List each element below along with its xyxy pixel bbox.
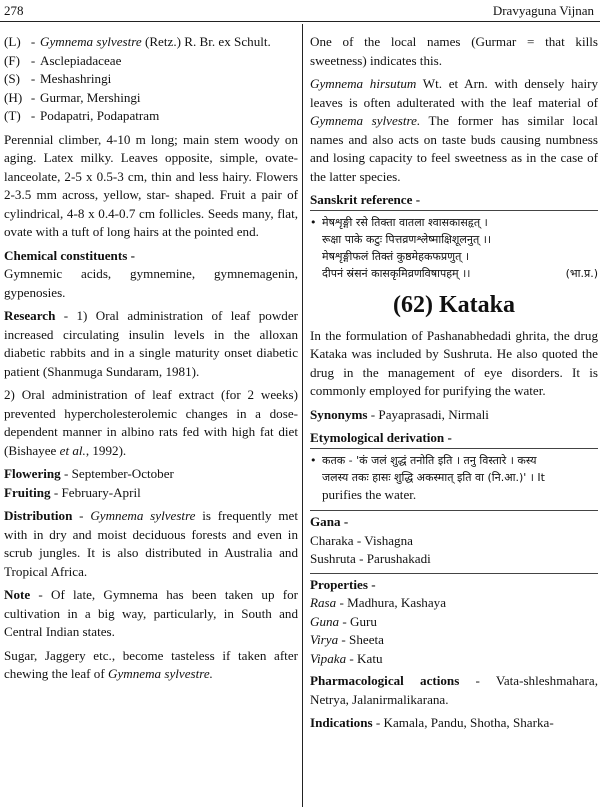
- list-item-name: Guna: [310, 613, 340, 629]
- sugar-text: Sugar, Jaggery etc., become tasteless if taken after chewing the leaf of: [4, 647, 298, 681]
- name-text: Podapatri, Podapatram: [40, 108, 160, 123]
- sanskrit-reference: [310, 210, 598, 282]
- synonyms: [310, 406, 598, 425]
- list-item-dash: -: [355, 551, 367, 566]
- etym-line-1-row: [310, 452, 598, 469]
- list-item-name: Sushruta: [310, 551, 356, 566]
- list-item-name: Rasa: [310, 595, 337, 610]
- distribution-text: is frequently met with in dry and moist deciduous forests and even in scrub jungles. It is also distributed in Australia and Tropical Africa.: [4, 508, 298, 579]
- research-2: [4, 386, 298, 460]
- pharm-text: - Vata-shleshmahara, Netrya, Jalanirmalikarana.: [310, 673, 598, 707]
- fruiting: [4, 484, 298, 503]
- chem-heading: Chemical constituents -: [4, 247, 135, 263]
- right-column: [310, 33, 598, 738]
- ind-label: Indications: [310, 715, 373, 730]
- properties-block: [310, 573, 598, 669]
- gana-heading: Gana -: [310, 514, 349, 529]
- list-item-value: Sheeta: [349, 632, 384, 647]
- synonyms-value: - Payaprasadi, Nirmali: [367, 406, 489, 422]
- name-text: Gurmar, Mershingi: [40, 89, 141, 105]
- list-item-dash: -: [346, 650, 358, 666]
- research-2-text: 2) Oral administration of leaf extract (for 2 weeks) prevented hypercholesterolemic changes in a dose-dependent manner in albino rats fed with high fat diet (Bishayee: [4, 387, 298, 458]
- list-item: [310, 650, 598, 669]
- name-italic: Gymnema sylvestre: [40, 34, 142, 49]
- fruiting-label: Fruiting: [4, 484, 51, 500]
- sugar-species: Gymnema sylvestre.: [107, 666, 213, 681]
- bullet-icon: •: [310, 453, 317, 467]
- column-divider: [302, 24, 303, 807]
- name-key: (H): [4, 89, 23, 105]
- name-row: [4, 107, 298, 126]
- note: [4, 586, 298, 642]
- list-item-dash: -: [339, 613, 351, 629]
- distribution-dash: -: [72, 508, 91, 523]
- bullet-icon: •: [310, 215, 317, 229]
- pharmacological-actions: [310, 672, 598, 709]
- list-item-dash: -: [338, 632, 350, 647]
- list-item-dash: -: [336, 595, 348, 610]
- name-key: (S): [4, 71, 21, 86]
- sanskrit-line-4: दीपनं स्रंसनं कासकृमिव्रणविषापहम् ।।: [322, 266, 471, 280]
- flowering-label: Flowering: [4, 466, 61, 481]
- distribution-label: Distribution: [4, 508, 73, 523]
- name-list: [4, 33, 298, 126]
- kataka-intro: In the formulation of Pashanabhedadi ghrita, the drug Kataka was included by Sushruta. He also quoted the drug in the management of eye disorders. It is commonly employed for purifying the water.: [310, 327, 598, 398]
- etym-heading: Etymological derivation -: [310, 430, 452, 445]
- synonyms-label: Synonyms: [310, 406, 368, 422]
- name-text: Asclepiadaceae: [40, 52, 122, 68]
- sanskrit-source: (भा.प्र.): [565, 266, 598, 280]
- description: Perennial climber, 4-10 m long; main stem woody on aging. Latex milky. Leaves opposite, simple, ovate-lanceolate, 2-5 x 0.5-3 cm, thin and less hairy. Flowers 2-3.5 mm across, yellow, star- shaped. Fruit a pair of cylindrical, 4-8 x 0.4-0.7 cm follicles. Seeds many, flat, ovate with a tuft of long hairs at the pointed end.: [4, 131, 298, 239]
- left-column: [4, 33, 298, 689]
- name-value: [40, 33, 298, 52]
- pharm-label: Pharmacological actions: [310, 673, 460, 688]
- list-item: [310, 532, 598, 551]
- list-item-dash: -: [353, 532, 365, 548]
- list-item: [310, 550, 598, 569]
- name-dash: -: [30, 52, 36, 68]
- list-item-name: Virya: [310, 632, 339, 647]
- research-2-tail: , 1992).: [85, 442, 127, 458]
- sanskrit-heading: Sanskrit reference -: [310, 192, 421, 207]
- list-item-value: Guru: [350, 613, 377, 629]
- distribution-species: Gymnema sylvestre: [90, 508, 196, 523]
- flowering-value: - September-October: [60, 466, 174, 481]
- name-row: [4, 33, 298, 52]
- note-label: Note: [4, 587, 31, 602]
- sugar-note: [4, 647, 298, 684]
- name-dash: -: [30, 71, 36, 86]
- properties-heading: Properties -: [310, 576, 376, 592]
- page-header: [0, 0, 600, 20]
- gana-block: [310, 510, 598, 569]
- list-item-value: Madhura, Kashaya: [347, 595, 447, 610]
- fruiting-value: - February-April: [50, 484, 141, 500]
- local-names: One of the local names (Gurmar = that kills sweetness) indicates this.: [310, 34, 598, 68]
- name-dash: -: [30, 108, 36, 123]
- name-value: [40, 52, 298, 71]
- name-text: Meshashringi: [40, 71, 112, 86]
- hirsutum-note: [310, 75, 598, 186]
- research-2-etal: et al.: [59, 442, 86, 458]
- flowering: [4, 465, 298, 484]
- sanskrit-line: [310, 214, 598, 231]
- name-value: [40, 70, 298, 89]
- list-item-name: Charaka: [310, 532, 354, 548]
- name-key: (F): [4, 52, 21, 68]
- list-item: [310, 631, 598, 650]
- sanskrit-line-2: रूक्षा पाके कटुः पित्तव्रणश्लेष्माक्षिशूलनुत् ।।: [322, 232, 492, 246]
- sanskrit-line-3: मेषशृङ्गीफलं तिक्तं कुष्ठमेहकफप्रणुत् ।: [322, 249, 470, 263]
- page-number: 278: [4, 3, 24, 18]
- name-row: [4, 52, 298, 71]
- etym-line-3: purifies the water.: [322, 486, 417, 502]
- hirsutum-species: Gymnema hirsutum: [310, 76, 417, 91]
- list-item-name: Vipaka: [310, 650, 347, 666]
- research-1: [4, 307, 298, 381]
- running-head: Dravyaguna Vijnan: [492, 3, 594, 18]
- etymology: [310, 448, 598, 505]
- name-row: [4, 89, 298, 108]
- list-item: [310, 613, 598, 632]
- hirsutum-text-b: The former has similar local names and also acts on taste buds causing numbness and losing capacity to feel sweetness as in the case of the latter species.: [310, 113, 598, 184]
- distribution: [4, 507, 298, 581]
- ind-text: - Kamala, Pandu, Shotha, Sharka-: [372, 715, 554, 730]
- research-label: Research: [4, 308, 56, 323]
- section-title: (62) Kataka: [393, 291, 515, 318]
- name-key: (L): [4, 34, 21, 49]
- etym-line-2: जलस्य तकः हासः शुद्धि अकस्मात् इति वा (नि.आ.)' । It: [322, 470, 545, 484]
- etym-line-1: कतक - 'कं जलं शुद्धं तनोति इति । तनु विस्तारे । कस्य: [322, 453, 537, 467]
- header-rule: [0, 21, 600, 22]
- list-item: [310, 594, 598, 613]
- name-key: (T): [4, 108, 21, 123]
- gana-list: [310, 532, 598, 569]
- list-item-value: Katu: [357, 650, 383, 666]
- chem-text: Gymnemic acids, gymnemine, gymnemagenin, gypenosies.: [4, 266, 298, 300]
- list-item-value: Vishagna: [364, 532, 413, 548]
- research-1-text: - 1) Oral administration of leaf powder increased circulating insulin levels in the alloxan diabetic rabbits and in a single maturity onset diabetic patient (Shanmuga Sundaram, 1981).: [4, 308, 298, 379]
- list-item-value: Parushakadi: [366, 551, 431, 566]
- note-text: - Of late, Gymnema has been taken up for cultivation in a big way, particularly, in South and Central Indian states.: [4, 587, 298, 639]
- hirsutum-text-a: Wt. et Arn. with densely hairy leaves is often adulterated with the leaf material of: [310, 76, 599, 110]
- name-dash: -: [30, 34, 36, 49]
- sylvestre-species: Gymnema sylvestre.: [310, 113, 421, 128]
- name-dash: -: [30, 89, 36, 105]
- name-row: [4, 70, 298, 89]
- sanskrit-line-4-row: [310, 265, 598, 282]
- name-value: [40, 89, 298, 108]
- name-author: (Retz.) R. Br. ex Schult.: [141, 34, 271, 49]
- name-value: [40, 107, 298, 126]
- indications: [310, 714, 598, 733]
- properties-list: [310, 594, 598, 668]
- sanskrit-line-1: मेषशृङ्गी रसे तिक्ता वातला श्वासकासहृत् ।: [322, 215, 488, 229]
